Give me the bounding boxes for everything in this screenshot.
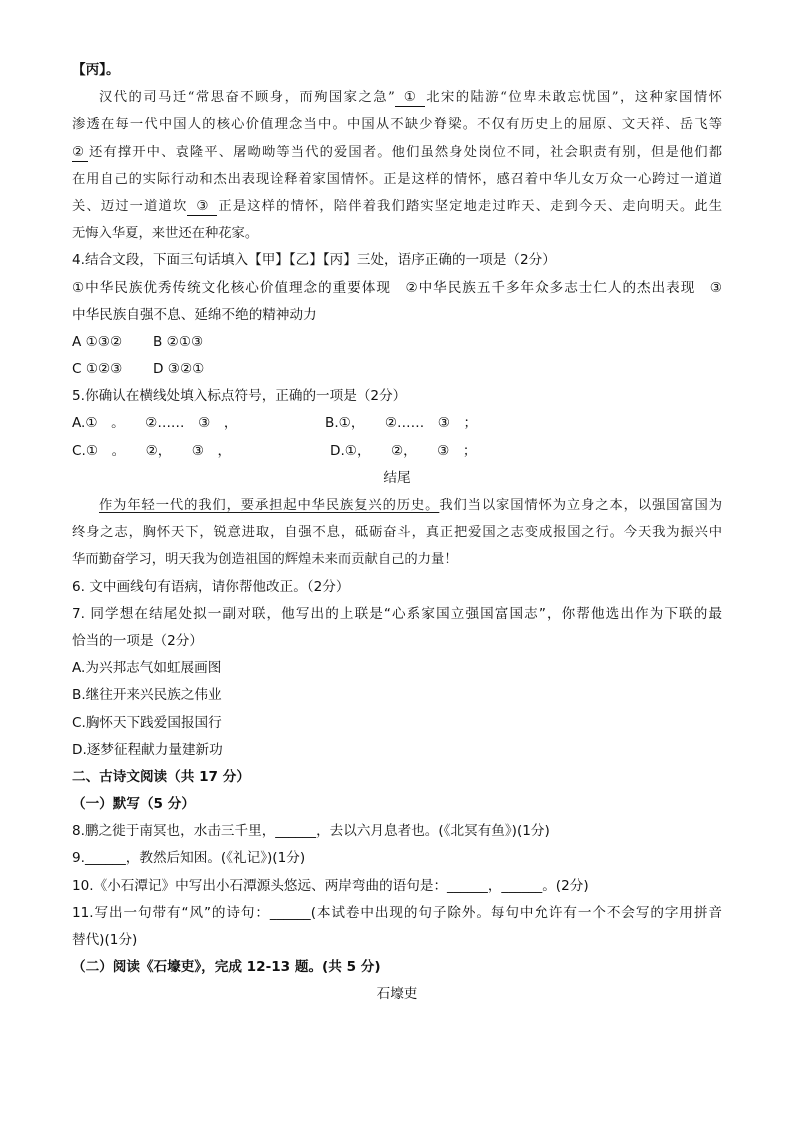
question-9: 9.______，教然后知困。(《礼记》)(1分) <box>72 850 306 867</box>
passage-bing-line: 在用自己的实际行动和杰出表现诠释着家国情怀。正是这样的情怀，感召着中华儿女万众一心跨过一道道 <box>72 171 722 187</box>
passage-text: 还有撑开中、袁隆平、屠呦呦等当代的爱国者。他们虽然身处岗位不同，社会职责有别，但是他们都 <box>87 144 722 160</box>
question-4-stem: 4.结合文段，下面三句话填入【甲】【乙】【丙】三处，语序正确的一项是（2分） <box>72 252 556 269</box>
section-tag: 【丙】。 <box>72 62 120 78</box>
question-5-options-row <box>72 410 722 437</box>
question-5-option-d[interactable]: D.①， ②， ③ ； <box>330 442 477 459</box>
passage-text: 北宋的陆游“位卑未敢忘忧国”，这种家国情怀 <box>424 90 722 106</box>
question-4-options-row <box>72 329 722 356</box>
question-5-options-row <box>72 438 722 465</box>
passage-bing-line: 渗透在每一代中国人的核心价值理念当中。中国从不缺少脊梁。不仅有历史上的屈原、文天祥、岳飞等 <box>72 117 722 133</box>
question-7-stem: 恰当的一项是（2分） <box>72 632 203 649</box>
passage-text: 汉代的司马迁“常思奋不顾身，而殉国家之急” <box>99 90 395 106</box>
question-5-option-b[interactable]: B.①， ②…… ③ ； <box>325 415 478 432</box>
question-4-sentences: 中华民族自强不息、延绵不绝的精神动力 <box>72 306 317 323</box>
passage-text: 关、迈过一道道坎 <box>72 198 188 214</box>
ending-line <box>72 492 722 519</box>
question-7-option-c[interactable]: C.胸怀天下践爱国报国行 <box>72 714 222 731</box>
passage-bing-line: 无悔入华夏，来世还在种花家。 <box>72 226 259 242</box>
passage-bing-line <box>72 139 722 166</box>
question-7-option-d[interactable]: D.逐梦征程献力量建新功 <box>72 741 223 758</box>
question-5-option-a[interactable]: A.① 。 ②…… ③ ， <box>72 415 238 432</box>
fill-blank: ③ <box>187 199 217 216</box>
question-5-stem: 5.你确认在横线处填入标点符号，正确的一项是（2分） <box>72 388 407 405</box>
question-7-option-b[interactable]: B.继往开来兴民族之伟业 <box>72 687 222 704</box>
question-4-option-d[interactable]: D ③②① <box>153 361 205 378</box>
part-2-heading: 二、古诗文阅读（共 17 分） <box>72 768 250 785</box>
question-4-option-a[interactable]: A ①③② <box>72 333 123 350</box>
question-7-stem: 7. 同学想在结尾处拟一副对联，他写出的上联是“心系家国立强国富国志”，你帮他选出作为下联的最 <box>72 605 722 622</box>
question-4-sentences: ①中华民族优秀传统文化核心价值理念的重要体现 ②中华民族五千多年众多志士仁人的杰出表现 ③ <box>72 279 722 296</box>
ending-line: 华而勤奋学习，明天我为创造祖国的辉煌未来而贡献自己的力量！ <box>72 552 458 568</box>
fill-blank: ① <box>395 90 425 107</box>
question-11: 11.写出一句带有“风”的诗句：______(本试卷中出现的句子除外。每句中允许有一个不会写的字用拼音 <box>72 904 722 921</box>
passage-text: 正是这样的情怀，陪伴着我们踏实坚定地走过昨天、走到今天、走向明天。此生 <box>217 198 723 214</box>
underlined-sentence: 作为年轻一代的我们，要承担起中华民族复兴的历史。 <box>99 498 440 513</box>
exam-content <box>72 57 722 1009</box>
poem-title: 石壕吏 <box>376 986 418 1003</box>
ending-title: 结尾 <box>383 469 411 486</box>
question-7-option-a[interactable]: A.为兴邦志气如虹展画图 <box>72 660 222 677</box>
passage-bing-line <box>72 84 722 111</box>
question-4-options-row <box>72 356 722 383</box>
question-10: 10.《小石潭记》中写出小石潭源头悠远、两岸弯曲的语句是：______，______。(2分) <box>72 877 589 894</box>
part-2-subheading-2: （二）阅读《石壕吏》，完成 12-13 题。(共 5 分) <box>72 959 381 976</box>
part-2-subheading-1: （一）默写（5 分） <box>72 796 195 813</box>
fill-blank: ② <box>72 145 88 162</box>
ending-text: 我们当以家国情怀为立身之本，以强国富国为 <box>439 498 723 513</box>
ending-line: 终身之志，胸怀天下，锐意进取，自强不息，砥砺奋斗，真正把爱国之志变成报国之行。今天我为振兴中 <box>72 525 722 541</box>
question-4-option-c[interactable]: C ①②③ <box>72 361 123 378</box>
question-5-option-c[interactable]: C.① 。 ②， ③ ， <box>72 442 232 459</box>
passage-bing-line <box>72 193 722 220</box>
question-4-option-b[interactable]: B ②①③ <box>153 333 204 350</box>
question-8: 8.鹏之徙于南冥也，水击三千里，______，去以六月息者也。(《北冥有鱼》)(1分) <box>72 823 550 840</box>
question-6-stem: 6. 文中画线句有语病，请你帮他改正。（2分） <box>72 578 350 595</box>
question-11: 替代)(1分) <box>72 932 138 948</box>
